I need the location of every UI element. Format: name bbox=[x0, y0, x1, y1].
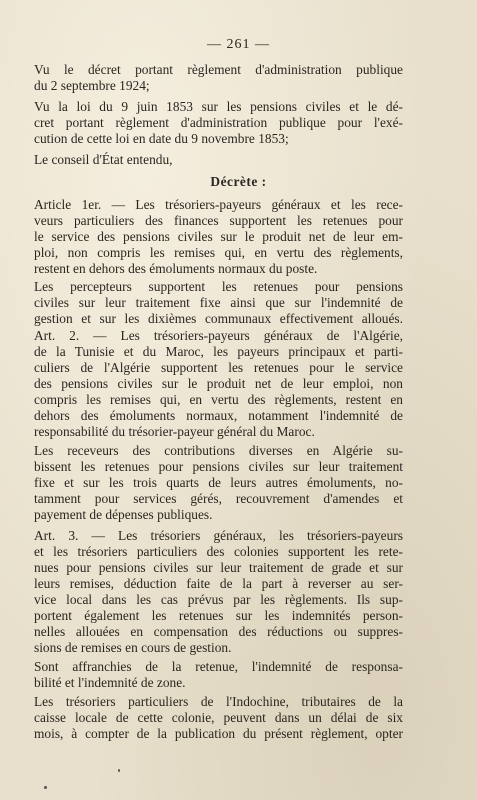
text-line: cret portant règlement d'administration publique pour l'exé- bbox=[34, 115, 403, 130]
text-line: culiers de l'Algérie supportent les retenues pour le service bbox=[34, 360, 403, 375]
text-line: Le conseil d'État entendu, bbox=[34, 152, 173, 167]
paper-speck bbox=[44, 786, 47, 789]
text-line: restent en dehors des émoluments normaux du poste. bbox=[34, 261, 318, 276]
text-line: Vu le décret portant règlement d'administration publique bbox=[34, 62, 403, 77]
text-line: compris les remises qui, en vertu des règlements, restent en bbox=[34, 392, 403, 407]
text-line: leurs remises, déduction faite de la part à reverser au ser- bbox=[34, 576, 403, 591]
text-line: civiles sur leur traitement fixe ainsi que sur l'indemnité de bbox=[34, 295, 403, 310]
text-line: caisse locale de cette colonie, peuvent dans un délai de six bbox=[34, 710, 403, 725]
text-line: ploi, non compris les remises qui, en vertu des règlements, bbox=[34, 245, 403, 260]
text-line: veurs particuliers des finances supportent les retenues pour bbox=[34, 213, 403, 228]
text-line: de la Tunisie et du Maroc, les payeurs principaux et parti- bbox=[34, 344, 403, 359]
text-line: sions de remises en cours de gestion. bbox=[34, 640, 232, 655]
decree-heading: Décrète : bbox=[210, 174, 267, 189]
text-line: des pensions civiles sur le produit net de leur emploi, non bbox=[34, 376, 403, 391]
text-line: gestion et sur les dixièmes communaux effectivement alloués. bbox=[34, 311, 403, 326]
text-line: Les percepteurs supportent les retenues pour pensions bbox=[34, 279, 403, 294]
text-line: nues pour pensions civiles sur leur traitement de grade et sur bbox=[34, 560, 403, 575]
text-line: cution de cette loi en date du 9 novembre 1853; bbox=[34, 131, 289, 146]
page-number: — 261 — bbox=[207, 37, 270, 52]
text-line: vice local dans les cas prévus par les règlements. Ils sup- bbox=[34, 592, 403, 607]
text-line: le service des pensions civiles sur le produit net de leur em- bbox=[34, 229, 403, 244]
text-line: bilité et l'indemnité de zone. bbox=[34, 675, 186, 690]
text-line: Les receveurs des contributions diverses en Algérie su- bbox=[34, 443, 403, 458]
text-line: fixe et sur les trois quarts de leurs autres émoluments, no- bbox=[34, 475, 403, 490]
paper-speck bbox=[118, 769, 120, 772]
text-line: bissent les retenues pour pensions civiles sur leur traitement bbox=[34, 459, 403, 474]
text-line: tamment pour services gérés, recouvrement d'amendes et bbox=[34, 491, 403, 506]
text-line: Art. 3. — Les trésoriers généraux, les trésoriers-payeurs bbox=[34, 528, 403, 543]
text-line: Article 1er. — Les trésoriers-payeurs généraux et les rece- bbox=[34, 197, 403, 212]
text-line: dehors des émoluments normaux, notamment l'indemnité de bbox=[34, 408, 403, 423]
text-line: responsabilité du trésorier-payeur général du Maroc. bbox=[34, 424, 315, 439]
text-line: portent également les retenues sur les indemnités person- bbox=[34, 608, 403, 623]
text-line: et les trésoriers particuliers des colonies supportent les rete- bbox=[34, 544, 403, 559]
text-line: payement de dépenses publiques. bbox=[34, 507, 213, 522]
text-line: Les trésoriers particuliers de l'Indochine, tributaires de la bbox=[34, 694, 403, 709]
text-line: Vu la loi du 9 juin 1853 sur les pensions civiles et le dé- bbox=[34, 99, 403, 114]
text-line: Art. 2. — Les trésoriers-payeurs généraux de l'Algérie, bbox=[34, 328, 403, 343]
text-line: nelles allouées en compensation des réductions ou suppres- bbox=[34, 624, 403, 639]
text-line: Sont affranchies de la retenue, l'indemnité de responsa- bbox=[34, 659, 403, 674]
text-line: du 2 septembre 1924; bbox=[34, 78, 150, 93]
text-line: mois, à compter de la publication du présent règlement, opter bbox=[34, 726, 403, 741]
